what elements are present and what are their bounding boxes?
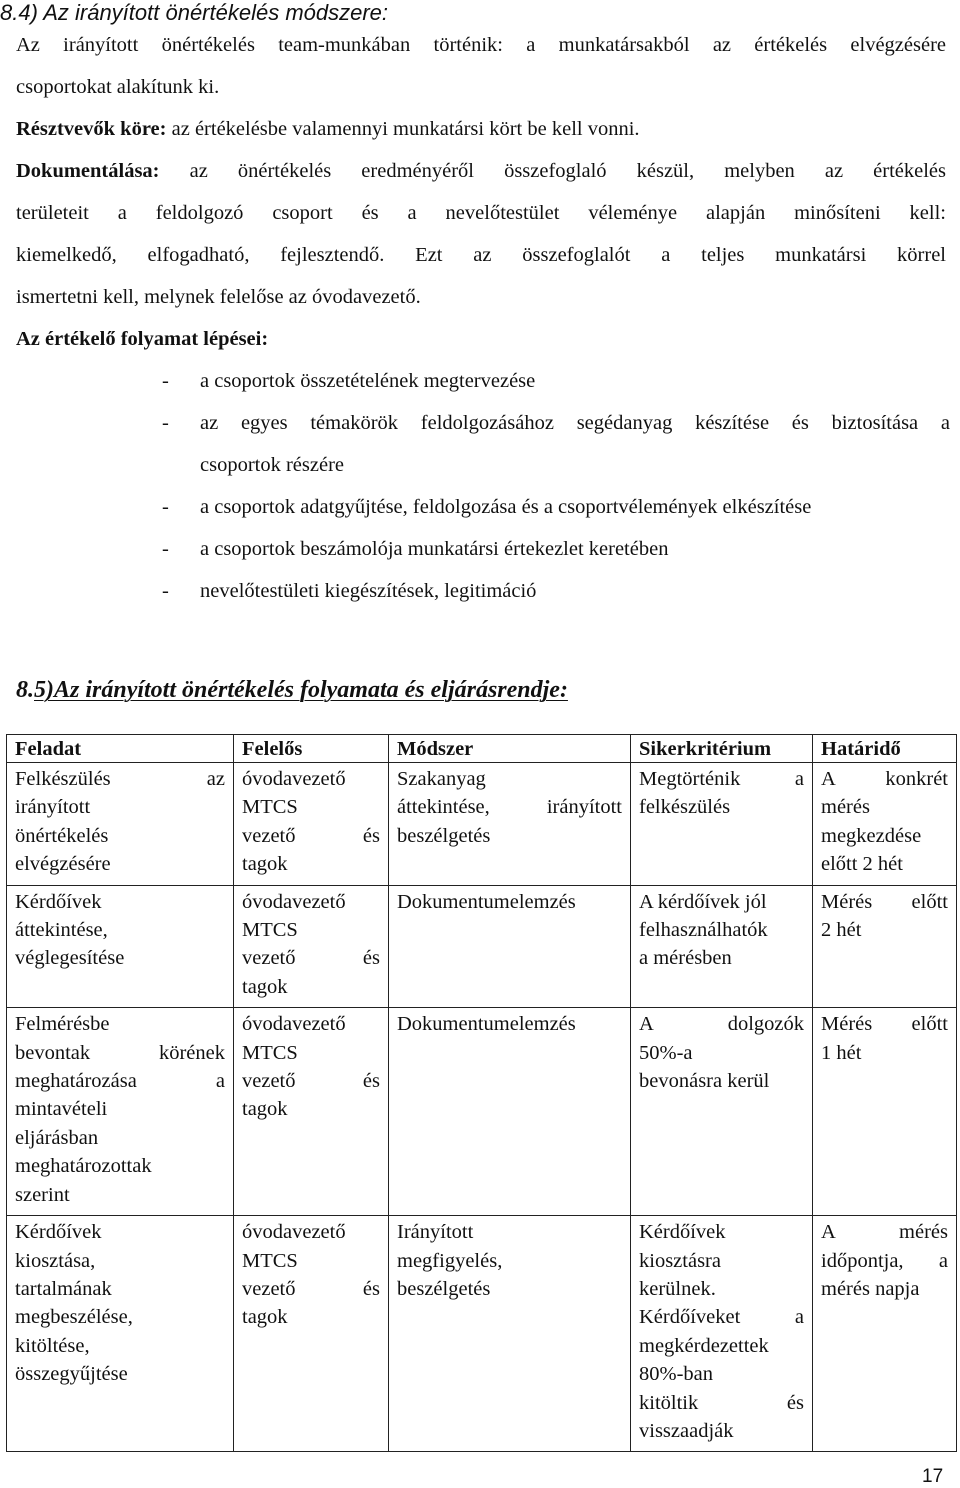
table-header-row	[7, 735, 957, 763]
cell-felelos	[234, 1008, 389, 1216]
cell-line: Megtörténik a	[639, 768, 804, 790]
cell-line: irányított	[15, 796, 91, 819]
intro-line-1: Az irányított önértékelés team-munkában történik: a munkatársakból az értékelés elvégzésére	[16, 34, 946, 56]
cell-line: kitöltik és	[639, 1391, 804, 1414]
table-row	[7, 885, 957, 1008]
dash-bullet: -	[162, 412, 169, 434]
participants-paragraph	[16, 108, 946, 150]
section-8-5-heading	[16, 674, 568, 706]
table-row	[7, 1216, 957, 1452]
cell-line: Dokumentumelemzés	[397, 1013, 576, 1036]
cell-line: önértékelés	[15, 824, 109, 847]
cell-line: MTCS	[242, 1041, 298, 1064]
cell-modszer	[389, 1216, 631, 1452]
cell-line: A konkrét	[821, 768, 948, 790]
cell-line: tagok	[242, 1098, 288, 1121]
cell-line: 50%-a	[639, 1041, 693, 1064]
cell-line: 1 hét	[821, 1041, 862, 1064]
documentation-text-3: Ezt az összefoglalót a teljes munkatársi körrel	[384, 244, 946, 266]
cell-sikerkriterium	[631, 1216, 813, 1452]
documentation-text-1: az önértékelés eredményéről összefoglaló készül, melyben az értékelés	[159, 160, 946, 182]
cell-line: tartalmának	[15, 1277, 112, 1300]
cell-line: Szakanyag	[397, 768, 486, 790]
cell-line: Kérdőívek	[15, 1221, 102, 1244]
cell-line: A mérés	[821, 1221, 948, 1244]
process-table	[6, 734, 957, 1452]
cell-feladat	[7, 885, 234, 1008]
documentation-line-3	[16, 234, 946, 276]
cell-modszer	[389, 885, 631, 1008]
cell-line: MTCS	[242, 796, 298, 819]
cell-hatarido	[813, 1216, 957, 1452]
cell-line: időpontja, a	[821, 1249, 948, 1272]
participants-label: Résztvevők köre:	[16, 118, 167, 140]
cell-line: visszaadják	[639, 1419, 734, 1442]
cell-felelos	[234, 1216, 389, 1452]
cell-line: tagok	[242, 853, 288, 876]
cell-line: bevonásra kerül	[639, 1070, 770, 1093]
cell-line: megkezdése	[821, 824, 922, 847]
cell-line: Irányított	[397, 1221, 474, 1244]
cell-line: óvodavezető	[242, 1221, 346, 1244]
cell-line: vezető és	[242, 1277, 380, 1300]
dash-bullet: -	[162, 370, 169, 392]
page-number: 17	[922, 1466, 944, 1487]
cell-line: áttekintése, irányított	[397, 796, 622, 819]
table-row	[7, 763, 957, 886]
participants-text: az értékelésbe valamennyi munkatársi kört be kell vonni.	[166, 118, 640, 140]
cell-sikerkriterium	[631, 763, 813, 886]
cell-line: beszélgetés	[397, 1277, 491, 1300]
header-feladat: Feladat	[7, 735, 234, 763]
cell-line: tagok	[242, 975, 288, 998]
cell-line: áttekintése,	[15, 919, 108, 942]
cell-felelos	[234, 885, 389, 1008]
cell-modszer	[389, 1008, 631, 1216]
step-text: az egyes témakörök feldolgozásához segédanyag készítése és biztosítása a	[200, 412, 950, 434]
cell-line: kitöltése,	[15, 1334, 90, 1357]
cell-line: vezető és	[242, 947, 380, 970]
cell-line: megkérdezettek	[639, 1334, 769, 1357]
cell-line: Felmérésbe	[15, 1013, 110, 1036]
cell-line: Kérdőívek	[15, 890, 102, 913]
cell-line: kerülnek.	[639, 1277, 716, 1300]
cell-line: bevontak körének	[15, 1041, 225, 1064]
cell-hatarido	[813, 1008, 957, 1216]
step-text: csoportok részére	[200, 454, 345, 476]
section-8-5-number: 8.	[16, 677, 34, 703]
cell-line: mérés	[821, 796, 870, 819]
cell-hatarido	[813, 885, 957, 1008]
step-text: a csoportok beszámolója munkatársi értekezlet keretében	[200, 538, 669, 560]
intro-line-2: csoportokat alakítunk ki.	[16, 76, 220, 98]
cell-line: a mérésben	[639, 947, 732, 970]
cell-line: szerint	[15, 1183, 70, 1206]
cell-hatarido	[813, 763, 957, 886]
header-sikerkriterium: Sikerkritérium	[631, 735, 813, 763]
step-text: a csoportok összetételének megtervezése	[200, 370, 536, 392]
cell-line: kiosztásra	[639, 1249, 721, 1272]
cell-line: Kérdőíveket a	[639, 1306, 804, 1329]
header-felelos: Felelős	[234, 735, 389, 763]
steps-heading: Az értékelő folyamat lépései:	[16, 328, 269, 350]
cell-feladat	[7, 1008, 234, 1216]
table-body	[7, 763, 957, 1452]
cell-line: Felkészülés az	[15, 768, 225, 790]
section-8-4-heading: 8.4) Az irányított önértékelés módszere:	[0, 0, 389, 25]
step-text: a csoportok adatgyűjtése, feldolgozása és a csoportvélemények elkészítése	[200, 496, 812, 518]
cell-line: előtt 2 hét	[821, 853, 903, 876]
cell-line: beszélgetés	[397, 824, 491, 847]
cell-line: véglegesítése	[15, 947, 125, 970]
cell-line: felhasználhatók	[639, 919, 768, 942]
cell-line: tagok	[242, 1306, 288, 1329]
documentation-line-2: területeit a feldolgozó csoport és a nevelőtestület véleménye alapján minősíteni kell:	[16, 202, 946, 224]
documentation-line-4: ismertetni kell, melynek felelőse az óvodavezető.	[16, 286, 421, 308]
cell-feladat	[7, 763, 234, 886]
cell-line: Mérés előtt	[821, 890, 948, 913]
cell-modszer	[389, 763, 631, 886]
table-row	[7, 1008, 957, 1216]
cell-felelos	[234, 763, 389, 886]
documentation-line-1	[16, 150, 946, 192]
cell-sikerkriterium	[631, 1008, 813, 1216]
header-modszer: Módszer	[389, 735, 631, 763]
dash-bullet: -	[162, 538, 169, 560]
cell-line: felkészülés	[639, 796, 731, 819]
cell-line: 80%-ban	[639, 1363, 714, 1386]
cell-line: megbeszélése,	[15, 1306, 133, 1329]
cell-line: MTCS	[242, 1249, 298, 1272]
cell-line: Dokumentumelemzés	[397, 890, 576, 913]
documentation-label: Dokumentálása:	[16, 160, 160, 182]
cell-line: meghatározottak	[15, 1155, 152, 1178]
cell-line: elvégzésére	[15, 853, 111, 876]
cell-feladat	[7, 1216, 234, 1452]
rating-categories: kiemelkedő, elfogadható, fejlesztendő.	[16, 244, 385, 266]
cell-line: vezető és	[242, 1070, 380, 1093]
cell-line: mintavételi	[15, 1098, 108, 1121]
cell-line: Mérés előtt	[821, 1013, 948, 1036]
cell-line: megfigyelés,	[397, 1249, 503, 1272]
step-text: nevelőtestületi kiegészítések, legitimáció	[200, 580, 537, 602]
section-8-5-title: 5)Az irányított önértékelés folyamata és eljárásrendje:	[34, 677, 568, 703]
dash-bullet: -	[162, 580, 169, 602]
cell-line: 2 hét	[821, 919, 862, 942]
cell-line: vezető és	[242, 824, 380, 847]
cell-line: óvodavezető	[242, 1013, 346, 1036]
cell-line: A kérdőívek jól	[639, 890, 767, 913]
cell-line: óvodavezető	[242, 768, 346, 790]
cell-line: kiosztása,	[15, 1249, 96, 1272]
cell-line: Kérdőívek	[639, 1221, 726, 1244]
cell-line: MTCS	[242, 919, 298, 942]
cell-line: összegyűjtése	[15, 1363, 128, 1386]
cell-line: mérés napja	[821, 1277, 920, 1300]
cell-line: meghatározása a	[15, 1070, 225, 1093]
cell-sikerkriterium	[631, 885, 813, 1008]
cell-line: A dolgozók	[639, 1013, 804, 1036]
dash-bullet: -	[162, 496, 169, 518]
header-hatarido: Határidő	[813, 735, 957, 763]
cell-line: óvodavezető	[242, 890, 346, 913]
cell-line: eljárásban	[15, 1126, 99, 1149]
